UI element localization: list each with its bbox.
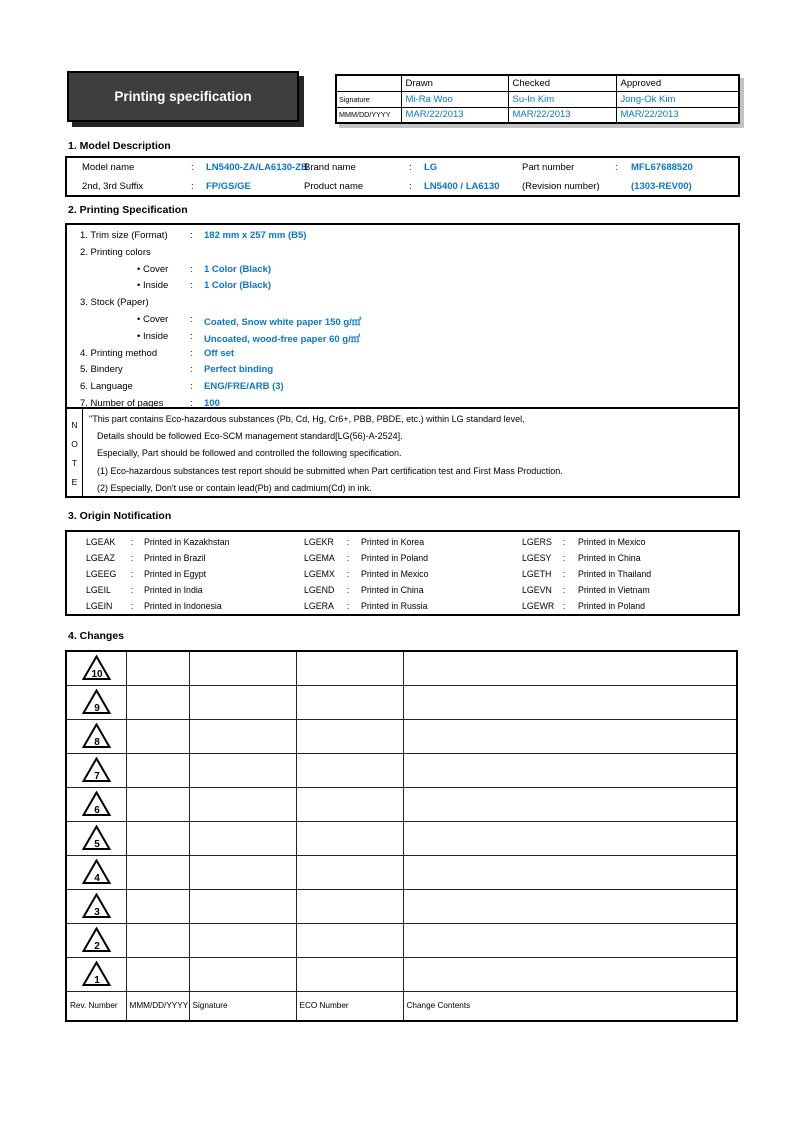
section-title-model-description: 1. Model Description [68,140,171,152]
spec-item-stock-inside: • Inside : Uncoated, wood-free paper 60 g/㎡ [137,330,361,345]
changes-table [65,650,738,1022]
change-row-9 [66,685,737,719]
date-drawn: MAR/22/2013 [401,107,508,123]
spec-item-colors-cover: • Cover : 1 Color (Black) [137,263,272,275]
signature-checked: Su-In Kim [508,91,616,107]
svg-text:2: 2 [93,941,100,952]
revision-marker-cell [66,753,126,787]
revision-marker-cell [66,923,126,957]
svg-text:9: 9 [93,703,100,714]
product-name-value: LN5400 / LA6130 [424,181,500,192]
brand-name-value: LG [424,162,438,173]
origin-country: Printed in Korea [361,537,425,547]
origin-code: LGEVN [522,584,552,595]
change-row-2 [66,923,737,957]
origin-code: LGEWR [522,600,555,611]
revision-number-label: (Revision number) [522,181,600,192]
revision-marker-cell [66,889,126,923]
footer-eco-number: ECO Number [296,991,403,1021]
spec-item-language: 6. Language : ENG/FRE/ARB (3) [80,381,284,393]
origin-country: Printed in Mexico [361,568,429,579]
signature-drawn: Mi-Ra Woo [401,91,508,107]
spec-item-printing-method: 4. Printing method : Off set [80,347,235,359]
origin-country: Printed in Egypt [144,568,207,579]
revision-triangle-icon [82,825,111,851]
origin-code: LGEAZ [86,552,115,563]
origin-country: Printed in Indonesia [144,600,222,611]
spec-item-bindery: 5. Bindery : Perfect binding [80,364,274,376]
change-row-8 [66,719,737,753]
signoff-date-row [336,107,739,123]
revision-number-value: (1303-REV00) [631,181,692,192]
origin-country: Printed in China [578,552,641,563]
svg-text:5: 5 [93,839,100,850]
change-row-10 [66,651,737,685]
section-title-printing-specification: 2. Printing Specification [68,204,188,216]
document-title-box [67,71,299,122]
origin-code: LGEIN [86,600,113,611]
change-row-4 [66,855,737,889]
spec-item-printing-colors: 2. Printing colors [80,246,151,258]
signoff-table [335,74,740,124]
model-name-colon: : [191,162,194,173]
origin-country: Printed in Kazakhstan [144,537,230,547]
signoff-header-row [336,75,739,91]
model-name-value: LN5400-ZA/LA6130-ZB [206,162,308,173]
revision-triangle-icon [82,961,111,987]
origin-code: LGEND [304,584,335,595]
origin-country: Printed in Thailand [578,568,652,579]
product-name-label: Product name [304,181,364,192]
part-number-label: Part number [522,162,575,173]
brand-name-label: Brand name [304,162,356,173]
origin-row: LGEEG : Printed in Egypt LGEMX : Printed in Mexico LGETH : Printed in Thailand [86,568,652,579]
spec-item-trim-size: 1. Trim size (Format) : 182 mm x 257 mm (B5) [80,230,307,241]
svg-text:6: 6 [93,805,100,816]
note-box [65,409,740,498]
revision-marker-cell [66,957,126,991]
changes-footer-row [66,991,737,1021]
revision-marker-cell [66,719,126,753]
svg-text:4: 4 [93,873,100,884]
date-row-label: MMM/DD/YYYY [336,107,401,123]
origin-row: LGEAK : Printed in Kazakhstan LGEKR : Printed in Korea LGERS : Printed in Mexico [86,537,646,547]
model-name-label: Model name [82,162,135,173]
origin-notification-box [65,530,740,616]
revision-triangle-icon [82,757,111,783]
origin-code: LGEMA [304,552,335,563]
revision-triangle-icon [82,791,111,817]
svg-text:1: 1 [93,975,100,986]
signoff-col-checked: Checked [508,75,616,91]
origin-code: LGEIL [86,584,111,595]
revision-triangle-icon [82,655,111,681]
origin-country: Printed in Russia [361,600,428,611]
footer-date: MMM/DD/YYYY [126,991,189,1021]
suffix-label: 2nd, 3rd Suffix [82,181,144,192]
origin-country: Printed in China [361,584,424,595]
origin-row: LGEIN : Printed in Indonesia LGERA : Printed in Russia LGEWR : Printed in Poland [86,600,645,611]
origin-code: LGEEG [86,568,117,579]
origin-code: LGESY [522,552,552,563]
printing-specification-box [65,223,740,409]
revision-marker-cell [66,855,126,889]
origin-code: LGEKR [304,537,334,547]
spec-item-stock-cover: • Cover : Coated, Snow white paper 150 g/㎡ [137,313,362,328]
revision-marker-cell [66,651,126,685]
change-row-1 [66,957,737,991]
product-name-colon: : [409,181,412,192]
revision-marker-cell [66,787,126,821]
spec-item-stock: 3. Stock (Paper) [80,297,149,309]
change-row-3 [66,889,737,923]
note-side-label: N O T E [67,409,83,496]
origin-code: LGERS [522,537,552,547]
revision-triangle-icon [82,689,111,715]
note-line-5: (2) Especially, Don't use or contain lead(Pb) and cadmium(Cd) in ink. [97,482,372,493]
brand-name-colon: : [409,162,412,173]
document-title: Printing specification [114,89,252,104]
date-checked: MAR/22/2013 [508,107,616,123]
origin-country: Printed in Brazil [144,552,206,563]
note-body [83,409,738,496]
section-title-changes: 4. Changes [68,630,125,642]
section-title-origin-notification: 3. Origin Notification [68,510,172,522]
change-row-5 [66,821,737,855]
suffix-colon: : [191,181,194,192]
svg-text:10: 10 [91,669,103,681]
revision-triangle-icon [82,893,111,919]
change-row-7 [66,753,737,787]
suffix-value: FP/GS/GE [206,181,251,192]
part-number-colon: : [615,162,618,173]
note-line-4: (1) Eco-hazardous substances test report should be submitted when Part certification test and First Mass Production. [97,465,563,476]
signoff-corner-cell [336,75,401,91]
signature-approved: Jong-Ok Kim [616,91,739,107]
svg-text:3: 3 [93,907,100,918]
origin-row: LGEIL : Printed in India LGEND : Printed in China LGEVN : Printed in Vietnam [86,584,650,595]
note-line-3: Especially, Part should be followed and controlled the following specification. [97,448,402,459]
origin-code: LGERA [304,600,334,611]
model-description-box [65,156,740,197]
origin-code: LGEAK [86,537,116,547]
revision-triangle-icon [82,859,111,885]
model-row-1 [67,160,738,179]
origin-country: Printed in Vietnam [578,584,650,595]
model-row-2 [67,179,738,198]
revision-marker-cell [66,685,126,719]
signoff-col-drawn: Drawn [401,75,508,91]
origin-country: Printed in India [144,584,203,595]
origin-country: Printed in Poland [578,600,645,611]
note-line-1: "This part contains Eco-hazardous substances (Pb, Cd, Hg, Cr6+, PBB, PBDE, etc.) within LG standard level, [89,414,525,424]
footer-rev-number: Rev. Number [66,991,126,1021]
change-row-6 [66,787,737,821]
footer-signature: Signature [189,991,296,1021]
svg-text:7: 7 [93,771,100,782]
signoff-signature-row [336,91,739,107]
svg-text:8: 8 [93,737,100,748]
origin-row: LGEAZ : Printed in Brazil LGEMA : Printed in Poland LGESY : Printed in China [86,552,641,563]
origin-code: LGETH [522,568,552,579]
footer-change-contents: Change Contents [403,991,737,1021]
revision-marker-cell [66,821,126,855]
origin-country: Printed in Mexico [578,537,646,547]
signature-row-label: Signature [336,91,401,107]
origin-code: LGEMX [304,568,335,579]
signoff-col-approved: Approved [616,75,739,91]
revision-triangle-icon [82,723,111,749]
part-number-value: MFL67688520 [631,162,693,173]
date-approved: MAR/22/2013 [616,107,739,123]
spec-item-colors-inside: • Inside : 1 Color (Black) [137,280,272,292]
spec-item-number-of-pages: 7. Number of pages : 100 [80,397,220,409]
origin-country: Printed in Poland [361,552,428,563]
revision-triangle-icon [82,927,111,953]
note-line-2: Details should be followed Eco-SCM management standard[LG(56)-A-2524]. [97,431,403,442]
